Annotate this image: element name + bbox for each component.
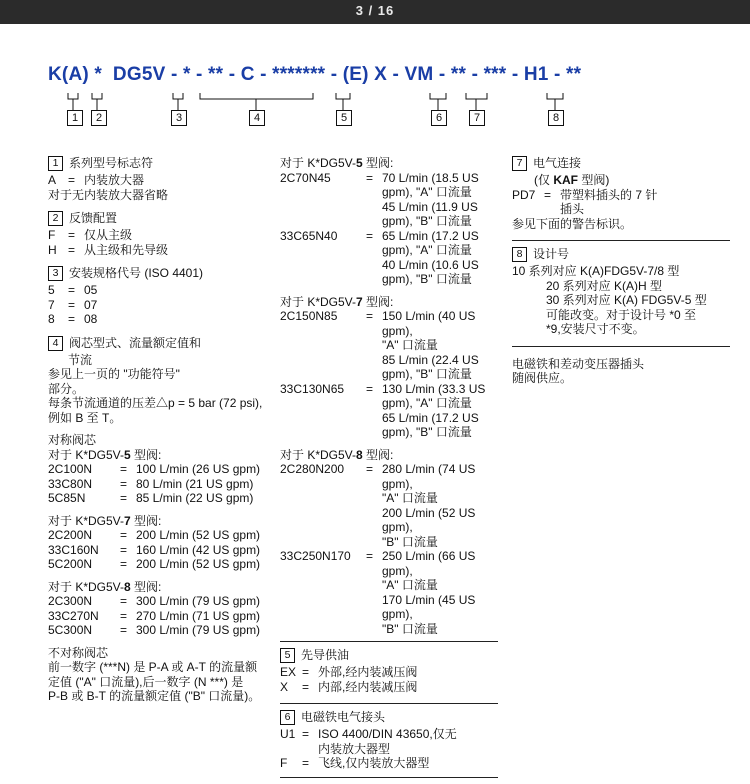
group-label <box>48 580 270 595</box>
equals: = <box>302 679 310 694</box>
size-number: 7 <box>356 294 363 309</box>
section-2 <box>48 211 270 257</box>
section-title-cont: 节流 <box>68 352 93 367</box>
spool-row <box>48 477 270 492</box>
pressure-note: 例如 B 至 T。 <box>48 410 122 425</box>
spool-code: 33C65N40 <box>280 228 338 243</box>
equals: = <box>120 528 128 542</box>
equals: = <box>366 549 374 563</box>
flow-rating: 300 L/min (79 US gpm) <box>136 623 261 637</box>
flow-rating: gpm), "B" 口流量 <box>382 367 472 381</box>
callout-8: 8 <box>548 110 564 126</box>
spool-entry <box>280 309 498 338</box>
spool-code: 33C250N170 <box>280 549 351 563</box>
group-label <box>48 514 270 529</box>
section-3 <box>48 266 270 327</box>
flow-rating: 200 L/min (52 US gpm), <box>382 505 476 534</box>
code: F <box>280 756 288 770</box>
callout-7: 7 <box>469 110 485 126</box>
equals: = <box>120 557 128 571</box>
code: X <box>280 679 289 694</box>
equals: = <box>302 756 310 770</box>
callout-5: 5 <box>336 110 352 126</box>
code-desc: 仅从主级 <box>84 228 133 242</box>
spool-code: 5C85N <box>48 491 86 505</box>
equals: = <box>120 623 128 637</box>
flow-rating: 130 L/min (33.3 US <box>382 381 486 396</box>
spool-row <box>48 543 270 558</box>
label-text: 对于 K*DG5V- <box>280 156 357 170</box>
group-label <box>280 156 498 171</box>
spool-row <box>48 528 270 543</box>
code-desc: 飞线,仅内装放大器型 <box>318 756 430 770</box>
spool-code: 33C270N <box>48 608 99 623</box>
section-7 <box>512 156 730 231</box>
equals: = <box>120 491 128 505</box>
spool-row <box>48 609 270 624</box>
asymmetric-spools-heading: 不对称阀芯 <box>48 645 109 660</box>
section-title: 电磁铁电气接头 <box>301 710 386 725</box>
code-desc: 外部,经内装减压阀 <box>318 665 418 679</box>
design-line: 10 系列对应 K(A)FDG5V-7/8 型 <box>512 264 680 278</box>
size-number: 5 <box>356 156 363 170</box>
section-title: 安装规格代号 (ISO 4401) <box>69 266 204 281</box>
code-desc: 08 <box>84 312 98 326</box>
code: F <box>48 228 56 242</box>
asymmetric-desc: P-B 或 B-T 的流量额定值 ("B" 口流量)。 <box>48 689 261 703</box>
flow-rating: 250 L/min (66 US gpm), <box>382 549 476 578</box>
subtitle-text: (仅 <box>534 173 554 187</box>
section-number: 3 <box>48 266 63 281</box>
code-desc: 07 <box>84 297 98 312</box>
equals: = <box>68 242 76 257</box>
spool-code: 2C70N45 <box>280 170 331 185</box>
equals: = <box>68 283 76 297</box>
size-number: 7 <box>124 513 131 528</box>
size-number: 5 <box>124 447 131 462</box>
code-desc: 内部,经内装减压阀 <box>318 679 418 694</box>
section-4 <box>48 336 270 704</box>
section-title: 阀芯型式、流量额定值和 <box>69 335 202 350</box>
divider <box>280 777 498 778</box>
column-3 <box>512 156 730 386</box>
label-text: 对于 K*DG5V- <box>280 294 357 309</box>
flow-rating: 45 L/min (11.9 US <box>382 199 478 214</box>
label-text: 对于 K*DG5V- <box>280 447 357 462</box>
flow-rating: 280 L/min (74 US gpm), <box>382 462 476 491</box>
label-suffix: 型阀: <box>362 447 394 462</box>
flow-rating: "A" 口流量 <box>382 491 438 505</box>
spool-entry <box>280 171 498 186</box>
spool-code: 33C160N <box>48 542 99 557</box>
code-desc: ISO 4400/DIN 43650,仅无 <box>318 727 457 741</box>
equals: = <box>366 381 374 396</box>
label-text: 对于 K*DG5V- <box>48 513 125 528</box>
code: A <box>48 173 57 187</box>
section-title: 设计号 <box>533 247 570 262</box>
label-suffix: 型阀: <box>362 294 394 309</box>
spool-entry <box>280 549 498 578</box>
equals: = <box>68 173 76 187</box>
code: U1 <box>280 727 296 741</box>
spool-row <box>48 594 270 609</box>
label-suffix: 型阀: <box>130 447 162 462</box>
equals: = <box>302 727 310 741</box>
section-number: 6 <box>280 710 295 725</box>
callout-4: 4 <box>249 110 265 126</box>
model-code: K(A) * DG5V - * - ** - C - ******* - (E) X - VM - ** - *** - H1 - ** <box>48 64 582 85</box>
flow-rating: gpm), "A" 口流量 <box>382 243 472 257</box>
flow-rating: gpm), "B" 口流量 <box>382 272 472 286</box>
equals: = <box>366 309 374 323</box>
column-2 <box>280 156 498 784</box>
reference-text: 部分。 <box>48 381 85 396</box>
flow-rating: gpm), "B" 口流量 <box>382 214 472 228</box>
model-code-brackets <box>0 0 750 130</box>
spool-code: 5C300N <box>48 623 93 637</box>
size-number: 8 <box>356 447 363 462</box>
flow-rating: gpm), "A" 口流量 <box>382 185 472 199</box>
equals: = <box>544 187 552 202</box>
design-line: 20 系列对应 K(A)H 型 <box>546 278 663 293</box>
flow-rating: "A" 口流量 <box>382 578 438 592</box>
callout-2: 2 <box>91 110 107 126</box>
pressure-note: 每条节流通道的压差△p = 5 bar (72 psi), <box>48 396 263 410</box>
equals: = <box>120 476 128 491</box>
code-desc: 插头 <box>560 202 585 216</box>
spool-code: 33C130N65 <box>280 381 345 396</box>
section-6 <box>280 710 498 771</box>
spool-entry <box>280 462 498 491</box>
page-indicator: 3 / 16 <box>355 3 395 18</box>
section-title: 反馈配置 <box>69 211 118 226</box>
section-number: 5 <box>280 648 295 663</box>
equals: = <box>366 462 374 476</box>
flow-rating: gpm), "B" 口流量 <box>382 425 472 439</box>
group-label <box>48 448 270 463</box>
equals: = <box>366 228 374 243</box>
equals: = <box>366 170 374 185</box>
size-number: 8 <box>124 579 131 594</box>
flow-rating: 85 L/min (22 US gpm) <box>136 491 254 505</box>
code-desc: 从主级和先导级 <box>84 242 169 257</box>
section-number: 7 <box>512 156 527 171</box>
label-text: 对于 K*DG5V- <box>48 579 125 594</box>
code: PD7 <box>512 187 536 202</box>
section-note: 对于无内装放大器省略 <box>48 187 169 202</box>
group-label <box>280 448 498 463</box>
asymmetric-desc: 前一数字 (***N) 是 P-A 或 A-T 的流量额 <box>48 660 258 674</box>
code-desc: 内装放大器型 <box>318 741 391 756</box>
flow-rating: "A" 口流量 <box>382 338 438 352</box>
spool-code: 2C150N85 <box>280 309 338 323</box>
symmetric-spools-heading: 对称阀芯 <box>48 433 97 447</box>
flow-rating: 70 L/min (18.5 US <box>382 170 479 185</box>
equals: = <box>68 312 76 326</box>
column-1 <box>48 156 270 713</box>
equals: = <box>68 228 76 242</box>
code-desc: 内装放大器 <box>84 173 145 187</box>
reference-text: 参见上一页的 "功能符号" <box>48 367 180 381</box>
section-note: 参见下面的警告标识。 <box>512 216 633 231</box>
callout-1: 1 <box>67 110 83 126</box>
section-title: 系列型号标志符 <box>69 156 154 171</box>
valve-type: KAF <box>553 173 579 187</box>
section-8 <box>512 247 730 337</box>
section-title: 先导供油 <box>301 648 350 663</box>
flow-rating: 150 L/min (40 US gpm), <box>382 309 476 338</box>
design-line: 可能改变。对于设计号 *0 至 <box>546 307 697 322</box>
equals: = <box>120 462 128 476</box>
callout-3: 3 <box>171 110 187 126</box>
flow-rating: 40 L/min (10.6 US <box>382 257 479 272</box>
spool-row <box>48 557 270 572</box>
label-suffix: 型阀: <box>130 579 162 594</box>
code: 7 <box>48 297 55 312</box>
flow-rating: 160 L/min (42 US gpm) <box>136 542 261 557</box>
spool-code: 2C200N <box>48 528 93 542</box>
spool-row <box>48 623 270 638</box>
asymmetric-desc: 定值 ("A" 口流量),后一数字 (N ***) 是 <box>48 674 244 689</box>
callout-6: 6 <box>431 110 447 126</box>
flow-rating: 100 L/min (26 US gpm) <box>136 462 261 476</box>
design-line: *9,安装尺寸不变。 <box>546 322 645 336</box>
code: 8 <box>48 312 55 326</box>
flow-rating: 300 L/min (79 US gpm) <box>136 594 261 608</box>
section-number: 8 <box>512 247 527 262</box>
flow-rating: 200 L/min (52 US gpm) <box>136 528 261 542</box>
spool-code: 2C100N <box>48 462 93 476</box>
divider <box>280 703 498 704</box>
group-label <box>280 295 498 310</box>
equals: = <box>68 297 76 312</box>
spool-code: 5C200N <box>48 557 93 571</box>
flow-rating: 200 L/min (52 US gpm) <box>136 557 261 571</box>
label-suffix: 型阀: <box>362 156 394 170</box>
spool-code: 2C280N200 <box>280 462 345 476</box>
flow-rating: "B" 口流量 <box>382 621 438 636</box>
flow-rating: 170 L/min (45 US gpm), <box>382 592 476 621</box>
flow-rating: gpm), "A" 口流量 <box>382 396 472 410</box>
flow-rating: 85 L/min (22.4 US <box>382 352 479 367</box>
section-1 <box>48 156 270 202</box>
equals: = <box>120 594 128 608</box>
divider <box>280 641 498 642</box>
flow-rating: 270 L/min (71 US gpm) <box>136 608 261 623</box>
divider <box>512 346 730 347</box>
plug-text: 随阀供应。 <box>512 371 573 385</box>
code-desc: 带塑料插头的 7 针 <box>560 187 658 202</box>
spool-row <box>48 462 270 477</box>
section-subtitle <box>512 173 730 188</box>
section-title: 电气连接 <box>533 156 582 171</box>
spool-entry <box>280 382 498 397</box>
spool-code: 2C300N <box>48 594 93 608</box>
design-line: 30 系列对应 K(A) FDG5V-5 型 <box>546 293 707 307</box>
subtitle-text: 型阀) <box>578 173 610 187</box>
label-text: 对于 K*DG5V- <box>48 447 125 462</box>
flow-rating: 65 L/min (17.2 US <box>382 228 479 243</box>
section-number: 2 <box>48 211 63 226</box>
code-desc: 05 <box>84 283 98 297</box>
spool-entry <box>280 229 498 244</box>
spool-row <box>48 491 270 506</box>
equals: = <box>120 608 128 623</box>
flow-rating: 65 L/min (17.2 US <box>382 410 479 425</box>
flow-rating: "B" 口流量 <box>382 534 438 549</box>
section-number: 1 <box>48 156 63 171</box>
divider <box>512 240 730 241</box>
equals: = <box>302 665 310 679</box>
equals: = <box>120 542 128 557</box>
section-number: 4 <box>48 336 63 351</box>
flow-rating: 80 L/min (21 US gpm) <box>136 476 254 491</box>
label-suffix: 型阀: <box>130 513 162 528</box>
code: H <box>48 242 57 257</box>
spool-code: 33C80N <box>48 476 93 491</box>
code: EX <box>280 665 297 679</box>
section-5 <box>280 648 498 694</box>
code: 5 <box>48 283 55 297</box>
plug-heading: 电磁铁和差动变压器插头 <box>512 356 645 371</box>
